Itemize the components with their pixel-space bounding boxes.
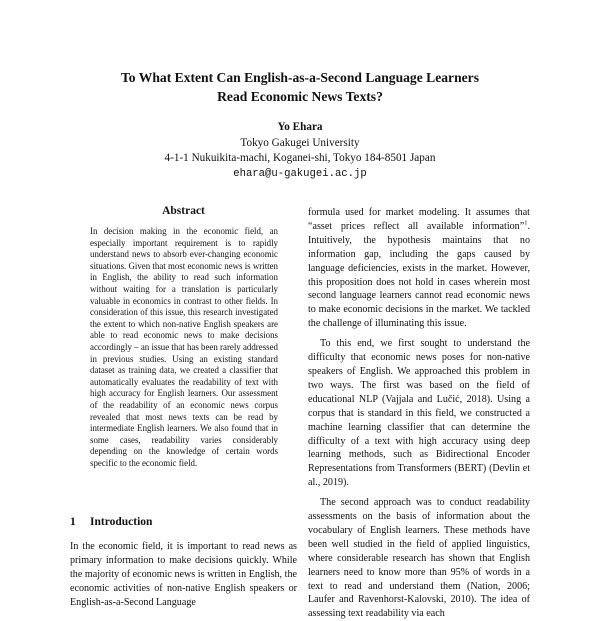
paper-title-line-2: Read Economic News Texts?: [217, 89, 383, 104]
right-paragraph-3: The second approach was to conduct readability assessments on the basis of information about the vocabulary of English learners. These methods have been well studied in the field of applied linguistics, where considerable research has shown that English learners need to know more than 95% of words in a text to read and understand them (Nation, 2006; Laufer and Ravenhorst-Kalovski, 2010). The idea of assessing text readability via each: [308, 497, 530, 620]
paper-title-line-1: To What Extent Can English-as-a-Second Language Learners: [120, 70, 480, 85]
author-affiliation: Tokyo Gakugei University: [240, 136, 360, 149]
right-paragraph-1: [308, 206, 530, 331]
right-paragraph-2: To this end, we first sought to understand the difficulty that economic news poses for non-native speakers of English. We approached this problem in two ways. The first was based on the field of educational NLP (Vajjala and Lučić, 2018). Using a corpus that is standard in this field, we constructed a machine learning classifier that can determine the difficulty of a text with high accuracy using deep learning methods, such as Bidirectional Encoder Representations from Transformers (BERT) (Devlin et al., 2019).: [308, 338, 530, 489]
section-heading-introduction: [70, 516, 152, 528]
author-address: 4-1-1 Nukuikita-machi, Koganei-shi, Tokyo 184-8501 Japan: [164, 152, 436, 164]
footnote-marker: 1: [524, 219, 528, 227]
abstract-text: In decision making in the economic field, an especially important requirement is to rapidly understand news to absorb ever-changing economic situations. Given that most economic news is written in English, the ability to read such information without waiting for a translation is particularly valuable in economics in contrast to other fields. In consideration of this issue, this research investigated the extent to which non-native English speakers are able to read economic news to make decisions accordingly – an issue that has been rarely addressed in previous studies. Using an existing standard dataset as training data, we created a classifier that automatically evaluates the readability of text with high accuracy for English learners. Our assessment of the readability of an economic news corpus revealed that most news texts can be read by intermediate English learners. We also found that in some cases, readability varies considerably depending on the knowledge of certain words specific to the economic field.: [90, 226, 278, 468]
right-paragraph-1-continued: . Intuitively, the hypothesis maintains that no information gap, including the gaps caused by language deficiencies, exists in the market. However, this proposition does not hold in cases wherein most second language learners cannot read economic news to make economic decisions in the market. We tackled the challenge of illuminating this issue.: [308, 220, 530, 330]
author-email: ehara@u-gakugei.ac.jp: [233, 167, 367, 180]
introduction-text: In the economic field, it is important to read news as primary information to make decisions quickly. While the majority of economic news is written in English, the economic activities of non-native English speakers or English-as-a-Second Language: [70, 541, 297, 608]
section-number: 1: [70, 516, 76, 528]
right-paragraph-1-text: formula used for market modeling. It assumes that “asset prices reflect all available information”: [308, 207, 530, 232]
right-column: [308, 206, 530, 621]
author-block: [0, 120, 600, 182]
author-name: Yo Ehara: [277, 121, 323, 133]
abstract-heading: Abstract: [162, 205, 205, 217]
section-title: Introduction: [90, 516, 153, 528]
